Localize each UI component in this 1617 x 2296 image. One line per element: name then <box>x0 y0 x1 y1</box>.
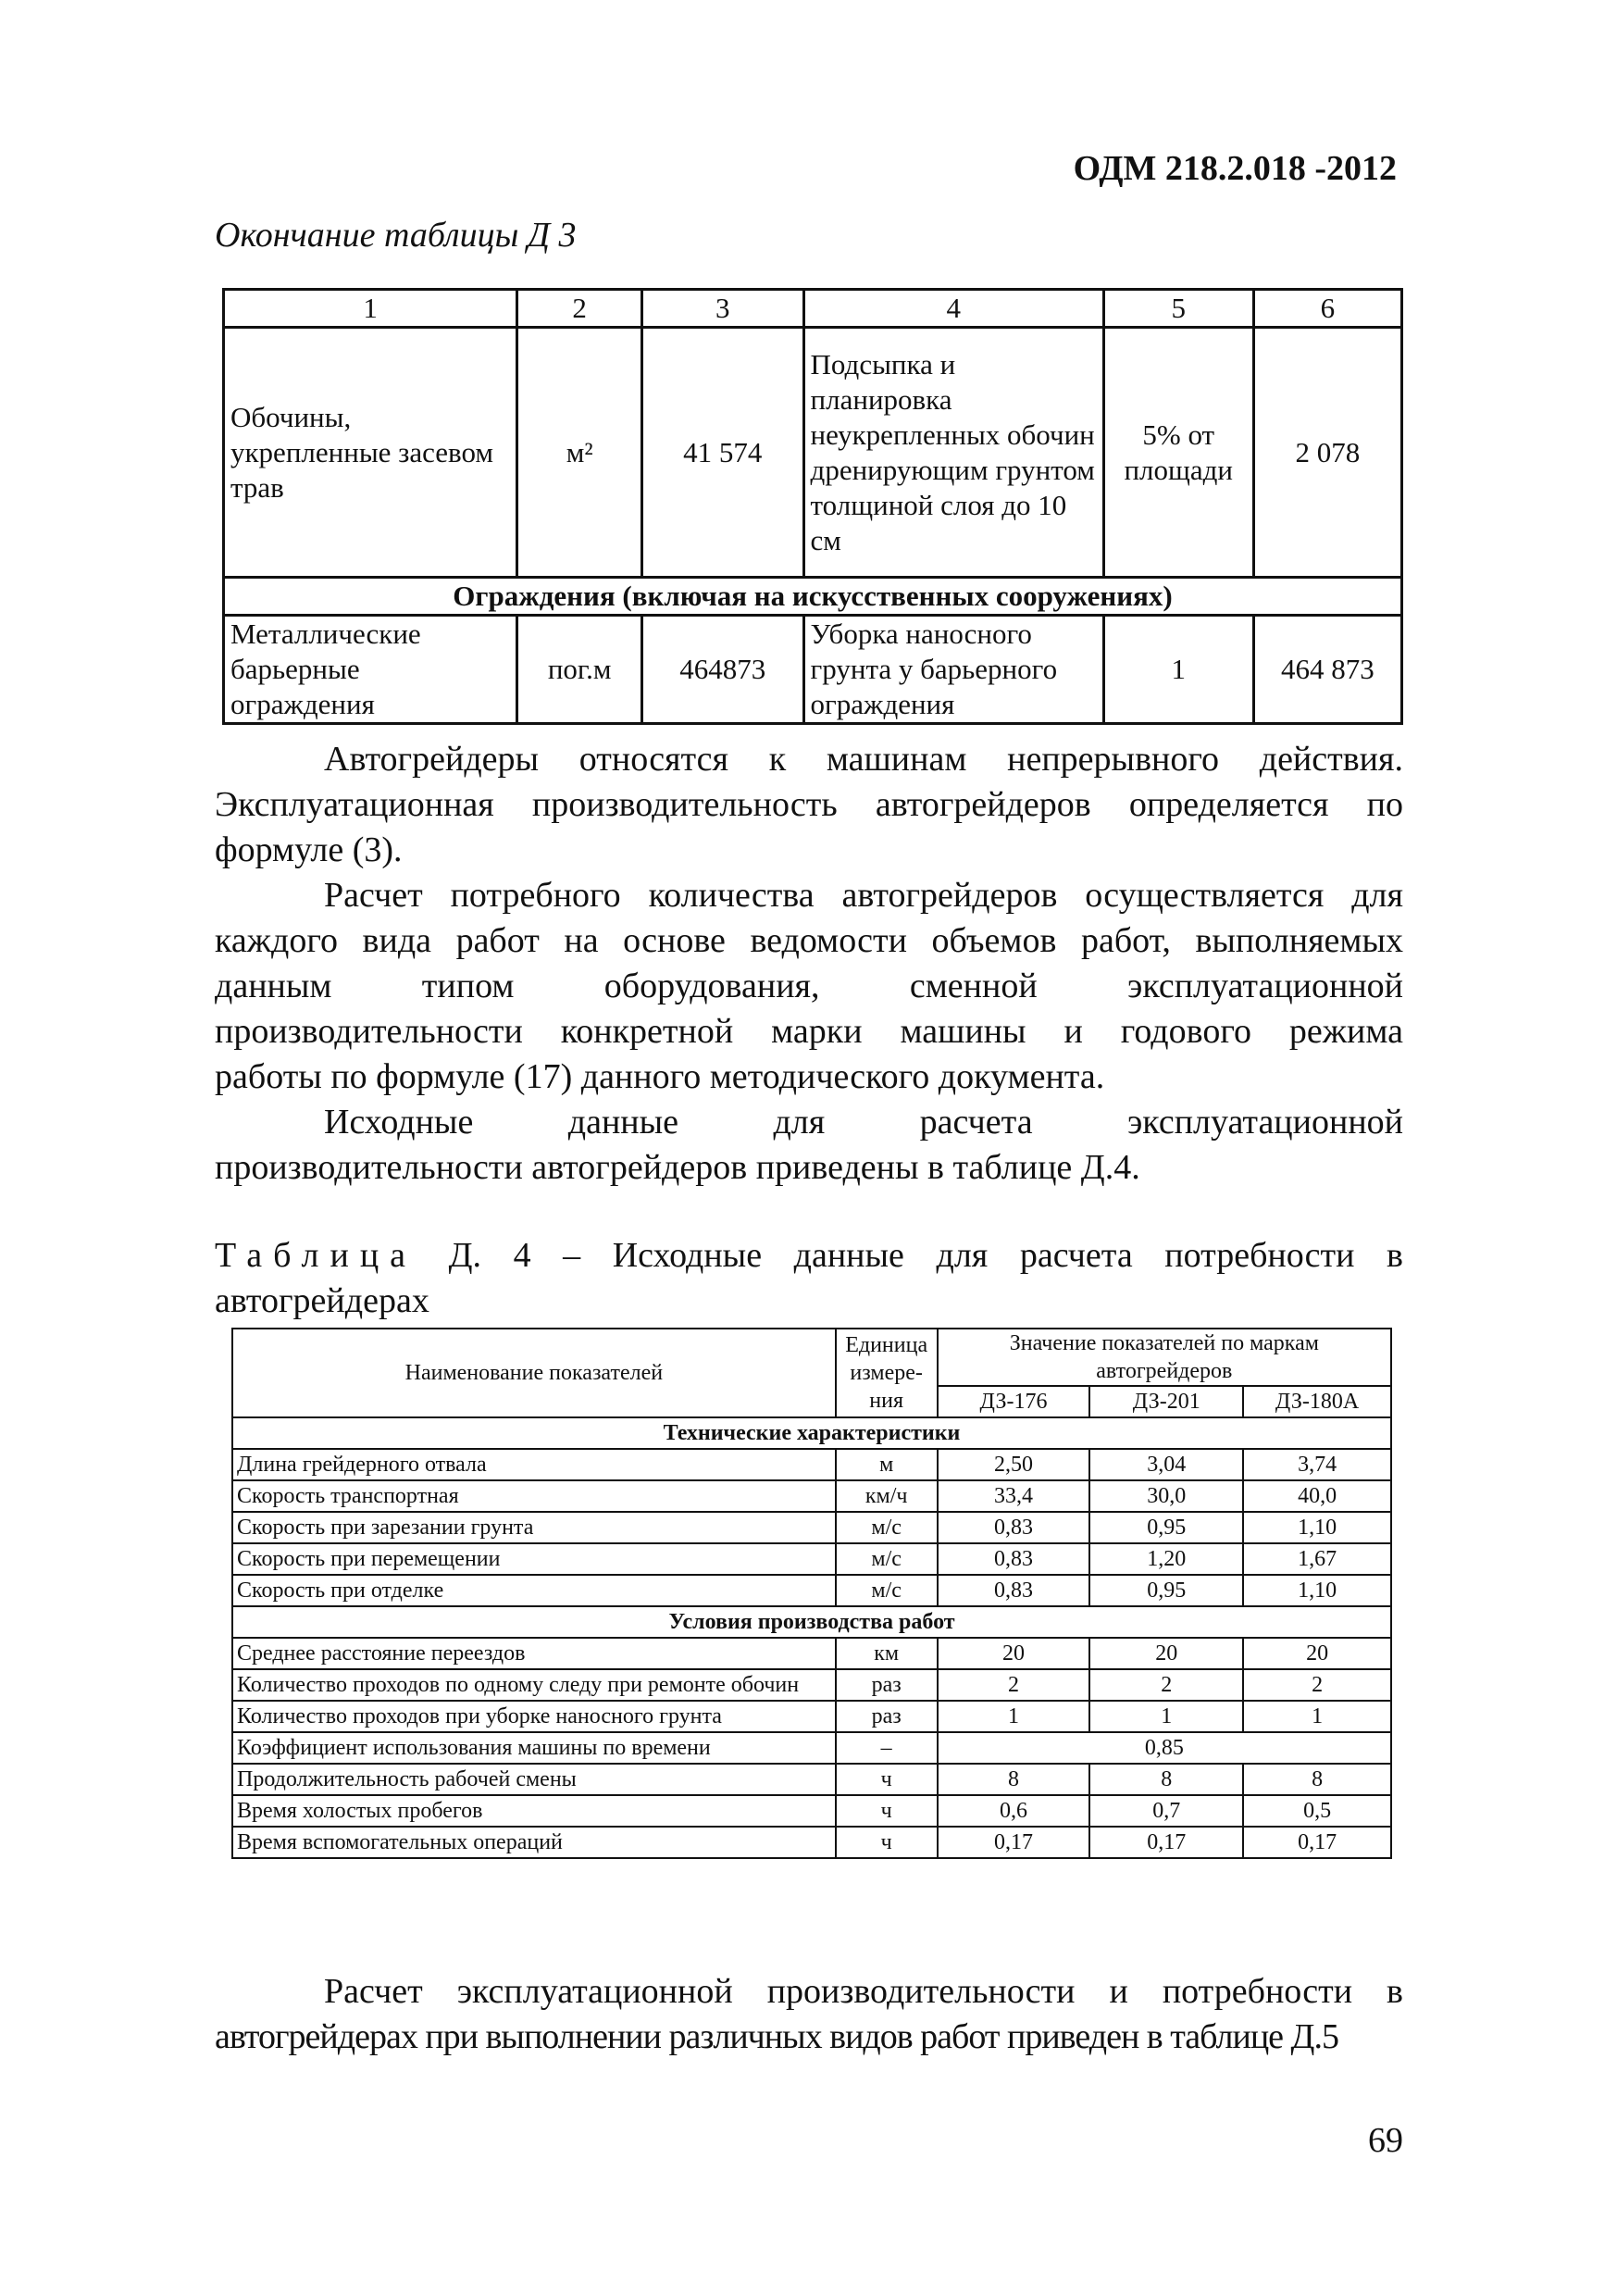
table-row <box>232 1701 1391 1732</box>
text-line: данным типом оборудования, сменной эксплуатационной <box>215 967 1403 1005</box>
table-cell: 41 574 <box>642 328 804 578</box>
text-line: Эксплуатационная производительность автогрейдеров определяется по <box>215 785 1403 824</box>
table-cell: 1,67 <box>1243 1543 1391 1575</box>
text-line: Расчет потребного количества автогрейдеров осуществляется для <box>324 876 1403 915</box>
table-row <box>232 1480 1391 1512</box>
table-cell: 1,20 <box>1089 1543 1243 1575</box>
table-cell: Количество проходов по одному следу при ремонте обочин <box>232 1669 836 1701</box>
table-cell: м/с <box>836 1512 938 1543</box>
table-row <box>224 328 1402 578</box>
text-line: производительности автогрейдеров приведены в таблице Д.4. <box>215 1148 1140 1187</box>
table-cell: м/с <box>836 1575 938 1606</box>
table-cell: Подсыпка и планировка неукрепленных обочин дренирующим грунтом толщиной слоя до 10 см <box>803 328 1103 578</box>
table-cell: Скорость при отделке <box>232 1575 836 1606</box>
table-cell: Время холостых пробегов <box>232 1795 836 1827</box>
table-cell: 0,83 <box>938 1575 1090 1606</box>
table-cell: раз <box>836 1701 938 1732</box>
table-cell: 40,0 <box>1243 1480 1391 1512</box>
table-cell: 2 <box>517 290 642 328</box>
table-cell: Металлические барьерные ограждения <box>224 616 517 724</box>
table-cell: 0,7 <box>1089 1795 1243 1827</box>
page-number: 69 <box>1368 2121 1403 2160</box>
table-row <box>232 1764 1391 1795</box>
table-cell: ч <box>836 1795 938 1827</box>
table-cell: 0,6 <box>938 1795 1090 1827</box>
text-line: Расчет эксплуатационной производительности и потребности в <box>324 1972 1403 2011</box>
table-cell: пог.м <box>517 616 642 724</box>
table-row <box>232 1575 1391 1606</box>
table-cell: 20 <box>1243 1638 1391 1669</box>
table-cell: ч <box>836 1827 938 1858</box>
table-d3-end <box>222 288 1403 725</box>
table-cell: 0,5 <box>1243 1795 1391 1827</box>
text-line <box>215 1233 1403 1279</box>
table-cell: 8 <box>1243 1764 1391 1795</box>
table-cell: Уборка наносного грунта у барьерного ограждения <box>803 616 1103 724</box>
table-cell: Среднее расстояние переездов <box>232 1638 836 1669</box>
text-line: автогрейдерах <box>215 1281 429 1320</box>
table-cell: 2,50 <box>938 1449 1090 1480</box>
text-line: формуле (3). <box>215 830 403 869</box>
table-cell: 1 <box>1243 1701 1391 1732</box>
paragraph-1 <box>215 737 1403 873</box>
table-cell: 1 <box>1103 616 1253 724</box>
table-cell: Обочины, укрепленные засевом трав <box>224 328 517 578</box>
table-cell: м² <box>517 328 642 578</box>
table-cell: 464873 <box>642 616 804 724</box>
table-cell: м <box>836 1449 938 1480</box>
table-cell: 20 <box>938 1638 1090 1669</box>
table-row <box>224 290 1402 328</box>
table-cell: Длина грейдерного отвала <box>232 1449 836 1480</box>
table-cell: 1 <box>1089 1701 1243 1732</box>
table-section-row <box>224 578 1402 616</box>
text-line: производительности конкретной марки машины и годового режима <box>215 1012 1403 1051</box>
table-cell: 2 078 <box>1253 328 1401 578</box>
text-line: Исходные данные для расчета эксплуатационной <box>324 1103 1403 1142</box>
table-cell: 1,10 <box>1243 1575 1391 1606</box>
table-cell: км <box>836 1638 938 1669</box>
table-cell: 2 <box>1243 1669 1391 1701</box>
table-title-text: Д. 4 – Исходные данные для расчета потребности в <box>448 1236 1404 1275</box>
table-cell: Скорость при перемещении <box>232 1543 836 1575</box>
table-cell: 0,17 <box>1243 1827 1391 1858</box>
header-values: Значение показателей по маркам автогрейдеров <box>938 1329 1391 1386</box>
table-cell: 33,4 <box>938 1480 1090 1512</box>
table-d4-title <box>215 1233 1403 1324</box>
table-header-row <box>232 1329 1391 1386</box>
table-cell: Коэффициент использования машины по времени <box>232 1732 836 1764</box>
table-cell: м/с <box>836 1543 938 1575</box>
table-cell: 6 <box>1253 290 1401 328</box>
paragraph-2 <box>215 873 1403 1100</box>
table-cell: раз <box>836 1669 938 1701</box>
table-row <box>232 1795 1391 1827</box>
table-row <box>232 1732 1391 1764</box>
table-cell: 1 <box>938 1701 1090 1732</box>
table-cell: 0,95 <box>1089 1512 1243 1543</box>
table-section-row <box>232 1417 1391 1449</box>
paragraph-4 <box>215 1969 1403 2060</box>
table-cell: ч <box>836 1764 938 1795</box>
text-line: Автогрейдеры относятся к машинам непрерывного действия. <box>324 740 1403 779</box>
table-cell: Время вспомогательных операций <box>232 1827 836 1858</box>
table-row <box>232 1638 1391 1669</box>
table-word: Таблица <box>215 1236 417 1275</box>
table-section-heading: Ограждения (включая на искусственных сооружениях) <box>224 578 1402 616</box>
text-line: каждого вида работ на основе ведомости объемов работ, выполняемых <box>215 921 1403 960</box>
table-cell: Продолжительность рабочей смены <box>232 1764 836 1795</box>
brand-header: ДЗ-176 <box>938 1386 1090 1417</box>
header-name: Наименование показателей <box>232 1329 836 1417</box>
table-cell: 3 <box>642 290 804 328</box>
table-row <box>224 616 1402 724</box>
table-continuation-caption: Окончание таблицы Д 3 <box>215 216 577 255</box>
table-cell: 0,17 <box>1089 1827 1243 1858</box>
table-cell: 3,04 <box>1089 1449 1243 1480</box>
table-cell: 4 <box>803 290 1103 328</box>
table-row <box>232 1449 1391 1480</box>
document-code: ОДМ 218.2.018 -2012 <box>1073 149 1397 188</box>
table-cell: км/ч <box>836 1480 938 1512</box>
table-cell: 3,74 <box>1243 1449 1391 1480</box>
text-line: автогрейдерах при выполнении различных видов работ приведен в таблице Д.5 <box>215 2017 1338 2056</box>
table-cell: 2 <box>1089 1669 1243 1701</box>
table-cell: 0,85 <box>938 1732 1391 1764</box>
table-cell: 5% от площади <box>1103 328 1253 578</box>
table-d4 <box>231 1328 1392 1859</box>
table-row <box>232 1543 1391 1575</box>
brand-header: ДЗ-180А <box>1243 1386 1391 1417</box>
paragraph-3 <box>215 1100 1403 1191</box>
table-cell: 464 873 <box>1253 616 1401 724</box>
table-row <box>232 1669 1391 1701</box>
table-cell: 20 <box>1089 1638 1243 1669</box>
brand-header: ДЗ-201 <box>1089 1386 1243 1417</box>
table-cell: Скорость транспортная <box>232 1480 836 1512</box>
header-unit: Единица измере-ния <box>836 1329 938 1417</box>
table-cell: Скорость при зарезании грунта <box>232 1512 836 1543</box>
table-cell: 0,83 <box>938 1512 1090 1543</box>
table-cell: 8 <box>938 1764 1090 1795</box>
table-cell: 0,17 <box>938 1827 1090 1858</box>
table-cell: – <box>836 1732 938 1764</box>
table-section-heading: Технические характеристики <box>232 1417 1391 1449</box>
table-section-row <box>232 1606 1391 1638</box>
text-line: работы по формуле (17) данного методического документа. <box>215 1057 1105 1096</box>
table-cell: 2 <box>938 1669 1090 1701</box>
table-section-heading: Условия производства работ <box>232 1606 1391 1638</box>
table-cell: Количество проходов при уборке наносного грунта <box>232 1701 836 1732</box>
table-cell: 8 <box>1089 1764 1243 1795</box>
table-cell: 1 <box>224 290 517 328</box>
table-cell: 5 <box>1103 290 1253 328</box>
table-cell: 30,0 <box>1089 1480 1243 1512</box>
table-row <box>232 1827 1391 1858</box>
table-row <box>232 1512 1391 1543</box>
table-cell: 0,95 <box>1089 1575 1243 1606</box>
table-cell: 0,83 <box>938 1543 1090 1575</box>
table-cell: 1,10 <box>1243 1512 1391 1543</box>
